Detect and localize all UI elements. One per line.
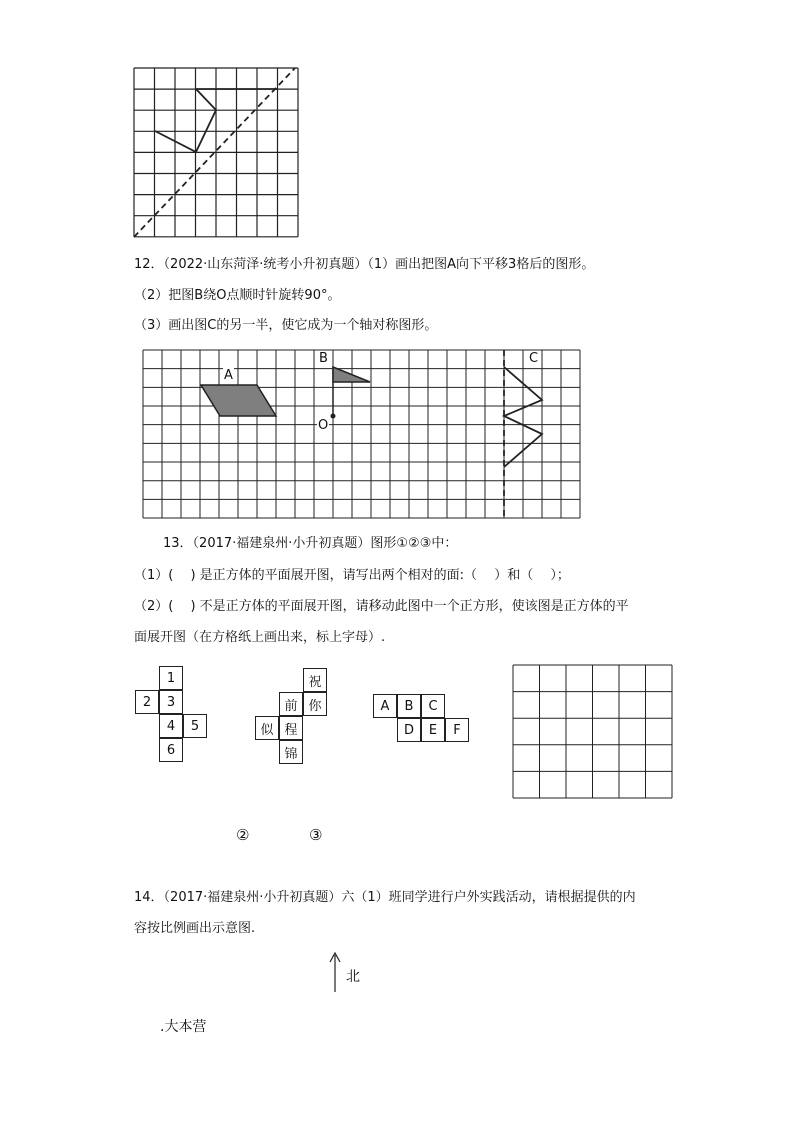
label-b: B (319, 351, 328, 366)
q12-header: 12．（2022·山东菏泽·统考小升初真题）（1）画出把图A向下平移3格后的图形。 (134, 257, 595, 272)
q12-part2: （2）把图B绕O点顺时针旋转90°。 (134, 288, 341, 303)
base-camp-label: .大本营 (160, 1019, 207, 1035)
net1-cell: 1 (159, 666, 183, 690)
net2-cell: 程 (279, 716, 303, 740)
net1-cell: 2 (135, 690, 159, 714)
label-a: A (224, 368, 233, 383)
net1-cell: 4 (159, 714, 183, 738)
north-label: 北 (346, 969, 360, 985)
label-c: C (529, 351, 539, 366)
label-o: O (318, 418, 329, 433)
q14-header-line1: 14．（2017·福建泉州·小升初真题）六（1）班同学进行户外实践活动，请根据提供的内 (134, 890, 636, 905)
net2-cell: 你 (303, 692, 327, 716)
q13-part2-line1: （2）( ) 不是正方体的平面展开图，请移动此图中一个正方形，使该图是正方体的平 (134, 599, 629, 614)
q13-header: 13．（2017·福建泉州·小升初真题）图形①②③中： (163, 536, 458, 551)
net2-number-mark: ② (236, 826, 250, 844)
net2-cell: 似 (255, 716, 279, 740)
net2-cell: 祝 (303, 668, 327, 692)
net3-cell: E (421, 718, 445, 742)
net2-cell: 前 (279, 692, 303, 716)
net3-cell: A (373, 694, 397, 718)
net3-cell: D (397, 718, 421, 742)
net3-cell: C (421, 694, 445, 718)
q13-part1: （1）( ) 是正方体的平面展开图，请写出两个相对的面:（ ）和（ ）； (134, 568, 570, 583)
net3-cell: B (397, 694, 421, 718)
q13-part2-line2: 面展开图（在方格纸上画出来，标上字母）. (134, 630, 386, 645)
net2-cell: 锦 (279, 740, 303, 764)
net1-cell: 5 (183, 714, 207, 738)
net1-cell: 3 (159, 690, 183, 714)
q12-part3: （3）画出图C的另一半，使它成为一个轴对称图形。 (134, 318, 438, 333)
net3-cell: F (445, 718, 469, 742)
net3-number-mark: ③ (309, 826, 323, 844)
net1-cell: 6 (159, 738, 183, 762)
q14-header-line2: 容按比例画出示意图. (134, 921, 256, 936)
